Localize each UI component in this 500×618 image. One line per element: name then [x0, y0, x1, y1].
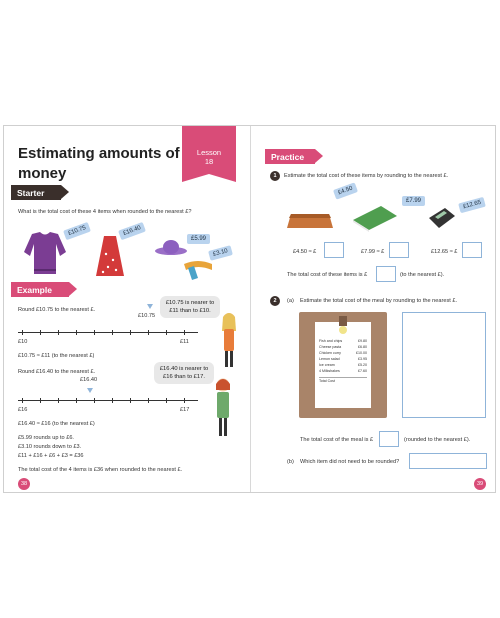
question-1-total-prefix: The total cost of these items is £ — [287, 272, 368, 278]
menu-item: Ice cream £5.20 — [319, 363, 367, 367]
example-tab-label: Example — [17, 285, 52, 295]
sun-icon — [339, 326, 347, 334]
price-tag: £16.40 — [118, 222, 146, 240]
number-line-2-marker: £16.40 — [80, 377, 98, 383]
starter-tab-label: Starter — [17, 188, 45, 198]
tick-mark — [184, 398, 185, 403]
starter-tab — [11, 185, 61, 200]
question-2a-total-suffix: (rounded to the nearest £). — [404, 437, 471, 443]
tick-mark — [148, 398, 149, 403]
calculator-image — [427, 206, 457, 230]
tick-mark — [40, 398, 41, 403]
menu-item: Fish and chips £9.80 — [319, 339, 367, 343]
starter-question: What is the total cost of these 4 items when rounded to the nearest £? — [18, 209, 192, 215]
page-title: Estimating amounts of money — [18, 145, 180, 182]
jumper-image — [22, 230, 68, 276]
estimate-label-3: £12.65 ≈ £ — [431, 249, 458, 255]
tick-mark — [22, 330, 23, 335]
tick-mark — [40, 330, 41, 335]
number-line-1-end: £11 — [180, 339, 189, 345]
tick-mark — [130, 330, 131, 335]
page-number-left: 38 — [18, 478, 30, 490]
question-2a-label: (a) — [287, 298, 294, 304]
answer-input-2[interactable] — [389, 242, 409, 258]
page-number-right: 39 — [474, 478, 486, 490]
tick-mark — [58, 330, 59, 335]
tick-mark — [166, 330, 167, 335]
girl-character-image — [219, 311, 239, 371]
menu-item: Chicken curry £10.00 — [319, 351, 367, 355]
tick-mark — [58, 398, 59, 403]
speech-bubble-2: £16.40 is nearer to £16 than to £17. — [154, 362, 214, 384]
question-1-number: 1 — [270, 171, 280, 181]
practice-tab — [265, 149, 315, 164]
number-line-1-start: £10 — [18, 339, 28, 345]
number-line-2-start: £16 — [18, 407, 28, 413]
tick-mark — [112, 330, 113, 335]
page-divider — [250, 126, 251, 492]
tick-mark — [166, 398, 167, 403]
example-line-3: £5.99 rounds up to £6. — [18, 435, 74, 441]
example-round-1: Round £10.75 to the nearest £. — [18, 307, 96, 313]
practice-tab-label: Practice — [271, 152, 305, 162]
price-tag: £10.75 — [63, 222, 91, 240]
tick-mark — [94, 330, 95, 335]
price-tag: £3.10 — [208, 245, 233, 261]
estimate-label-1: £4.50 ≈ £ — [293, 249, 317, 255]
example-line-5: £11 + £16 + £6 + £3 = £36 — [18, 453, 84, 459]
price-tag: £7.99 — [402, 196, 425, 206]
example-line-6: The total cost of the 4 items is £36 when rounded to the nearest £. — [18, 467, 183, 473]
price-tag: £4.50 — [333, 182, 358, 199]
menu-item: 4 Milkshakes £7.60 — [319, 369, 367, 373]
menu-item: Cheese pasta £6.80 — [319, 345, 367, 349]
lesson-label: Lesson — [196, 148, 222, 157]
number-line-1-marker: £10.75 — [138, 313, 156, 319]
example-result-1: £10.75 ≈ £11 (to the nearest £) — [18, 353, 95, 359]
price-tag: £5.99 — [187, 234, 210, 244]
tick-mark — [76, 398, 77, 403]
board-clip — [339, 316, 347, 326]
menu-card — [315, 322, 371, 408]
lesson-number: 18 — [204, 157, 214, 166]
answer-input-2b[interactable] — [409, 453, 487, 469]
tick-mark — [22, 398, 23, 403]
dress-image — [94, 234, 126, 278]
example-round-2: Round £16.40 to the nearest £. — [18, 369, 96, 375]
total-input-1[interactable] — [376, 266, 396, 282]
marker-arrow — [87, 388, 93, 393]
answer-input-1[interactable] — [324, 242, 344, 258]
example-line-4: £3.10 rounds down to £3. — [18, 444, 82, 450]
total-input-2[interactable] — [379, 431, 399, 447]
example-result-2: £16.40 ≈ £16 (to the nearest £) — [18, 421, 95, 427]
price-tag: £12.65 — [458, 197, 486, 213]
book-image — [351, 202, 399, 232]
lesson-badge — [182, 126, 236, 174]
book-spread — [3, 125, 496, 493]
answer-input-3[interactable] — [462, 242, 482, 258]
bag-image — [287, 206, 333, 230]
tick-mark — [76, 330, 77, 335]
girl-character-image — [212, 376, 234, 442]
hat-image — [154, 238, 188, 256]
menu-total: Total Cost — [319, 379, 335, 383]
tick-mark — [148, 330, 149, 335]
marker-arrow — [147, 304, 153, 309]
tick-mark — [184, 330, 185, 335]
working-area[interactable] — [402, 312, 486, 418]
estimate-label-2: £7.99 ≈ £ — [361, 249, 385, 255]
question-2a-text: Estimate the total cost of the meal by rounding to the nearest £. — [300, 298, 458, 304]
tick-mark — [112, 398, 113, 403]
question-2-number: 2 — [270, 296, 280, 306]
menu-board — [299, 312, 387, 418]
menu-item: Lemon salad £3.95 — [319, 357, 367, 361]
question-2a-total-prefix: The total cost of the meal is £ — [300, 437, 374, 443]
tick-mark — [94, 398, 95, 403]
number-line-2-end: £17 — [180, 407, 190, 413]
number-line-2 — [18, 400, 198, 401]
question-1-total-suffix: (to the nearest £). — [400, 272, 445, 278]
example-tab — [11, 282, 69, 297]
tick-mark — [130, 398, 131, 403]
question-1-text: Estimate the total cost of these items by rounding to the nearest £. — [284, 173, 449, 179]
speech-bubble-1: £10.75 is nearer to £11 than to £10. — [160, 296, 220, 318]
number-line-1 — [18, 332, 198, 333]
question-2b-text: Which item did not need to be rounded? — [300, 459, 400, 465]
question-2b-label: (b) — [287, 459, 294, 465]
